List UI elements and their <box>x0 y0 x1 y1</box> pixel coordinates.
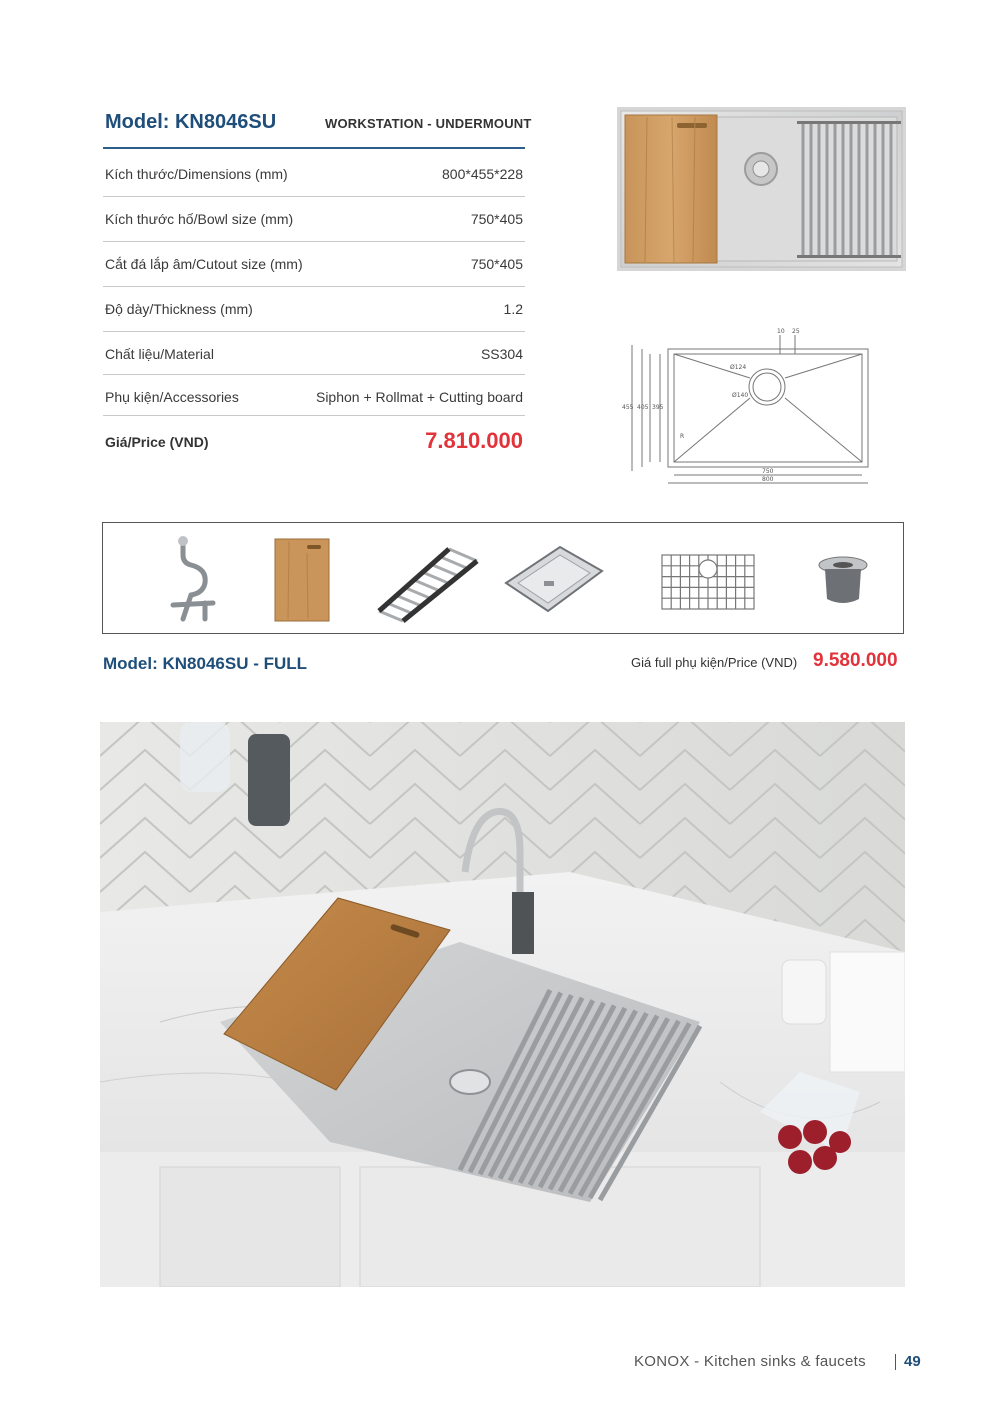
kitchen-scene-photo <box>100 722 905 1287</box>
dim-label: 750 <box>762 468 774 475</box>
product-photo <box>617 107 906 271</box>
siphon-icon <box>143 533 233 625</box>
footer-separator <box>895 1354 896 1370</box>
spec-label: Kích thước hố/Bowl size (mm) <box>105 211 294 227</box>
spec-row <box>103 375 525 416</box>
spec-label: Cắt đá lắp âm/Cutout size (mm) <box>105 256 303 272</box>
spec-row <box>103 152 525 197</box>
dim-label: R <box>680 433 685 440</box>
price-label: Giá/Price (VND) <box>105 434 209 450</box>
spec-label: Kích thước/Dimensions (mm) <box>105 166 288 182</box>
dim-label: 800 <box>762 476 774 483</box>
spec-value: 750*405 <box>470 211 523 227</box>
rollmat-icon <box>373 533 463 625</box>
dim-label: 10 <box>777 328 785 335</box>
bottom-grid-icon <box>658 533 748 625</box>
accessories-strip <box>102 522 904 634</box>
spec-value: 750*405 <box>470 256 523 272</box>
spec-row <box>103 242 525 287</box>
spec-table <box>103 152 525 468</box>
full-price-value: 9.580.000 <box>813 650 898 671</box>
spec-row <box>103 287 525 332</box>
colander-icon <box>498 533 588 625</box>
dim-label: 25 <box>792 328 800 335</box>
spec-label: Phụ kiện/Accessories <box>105 389 239 405</box>
spec-value: 1.2 <box>503 301 523 317</box>
title-divider <box>103 147 525 149</box>
dim-label: Ø140 <box>732 392 749 399</box>
footer-brand: KONOX - Kitchen sinks & faucets <box>634 1353 866 1370</box>
cutting-board-icon <box>263 533 353 625</box>
spec-label: Độ dày/Thickness (mm) <box>105 301 253 317</box>
spec-row <box>103 332 525 375</box>
technical-drawing <box>620 325 890 490</box>
spec-label: Chất liệu/Material <box>105 346 214 362</box>
full-model-title: Model: KN8046SU - FULL <box>103 654 308 673</box>
spec-row <box>103 197 525 242</box>
dim-label: Ø124 <box>730 364 747 371</box>
strainer-icon <box>803 533 893 625</box>
dim-label: 405 <box>637 404 649 411</box>
spec-value: 800*455*228 <box>442 166 523 182</box>
full-price-label: Giá full phụ kiện/Price (VND) <box>631 655 798 670</box>
dim-label: 455 <box>622 404 634 411</box>
dim-label: 395 <box>652 404 664 411</box>
price-value: 7.810.000 <box>425 428 523 453</box>
spec-value: Siphon + Rollmat + Cutting board <box>315 389 523 405</box>
model-title: Model: KN8046SU <box>105 111 277 133</box>
spec-value: SS304 <box>480 346 523 362</box>
page-number: 49 <box>904 1353 921 1370</box>
price-row <box>103 416 525 468</box>
category-label: WORKSTATION - UNDERMOUNT <box>325 116 532 131</box>
